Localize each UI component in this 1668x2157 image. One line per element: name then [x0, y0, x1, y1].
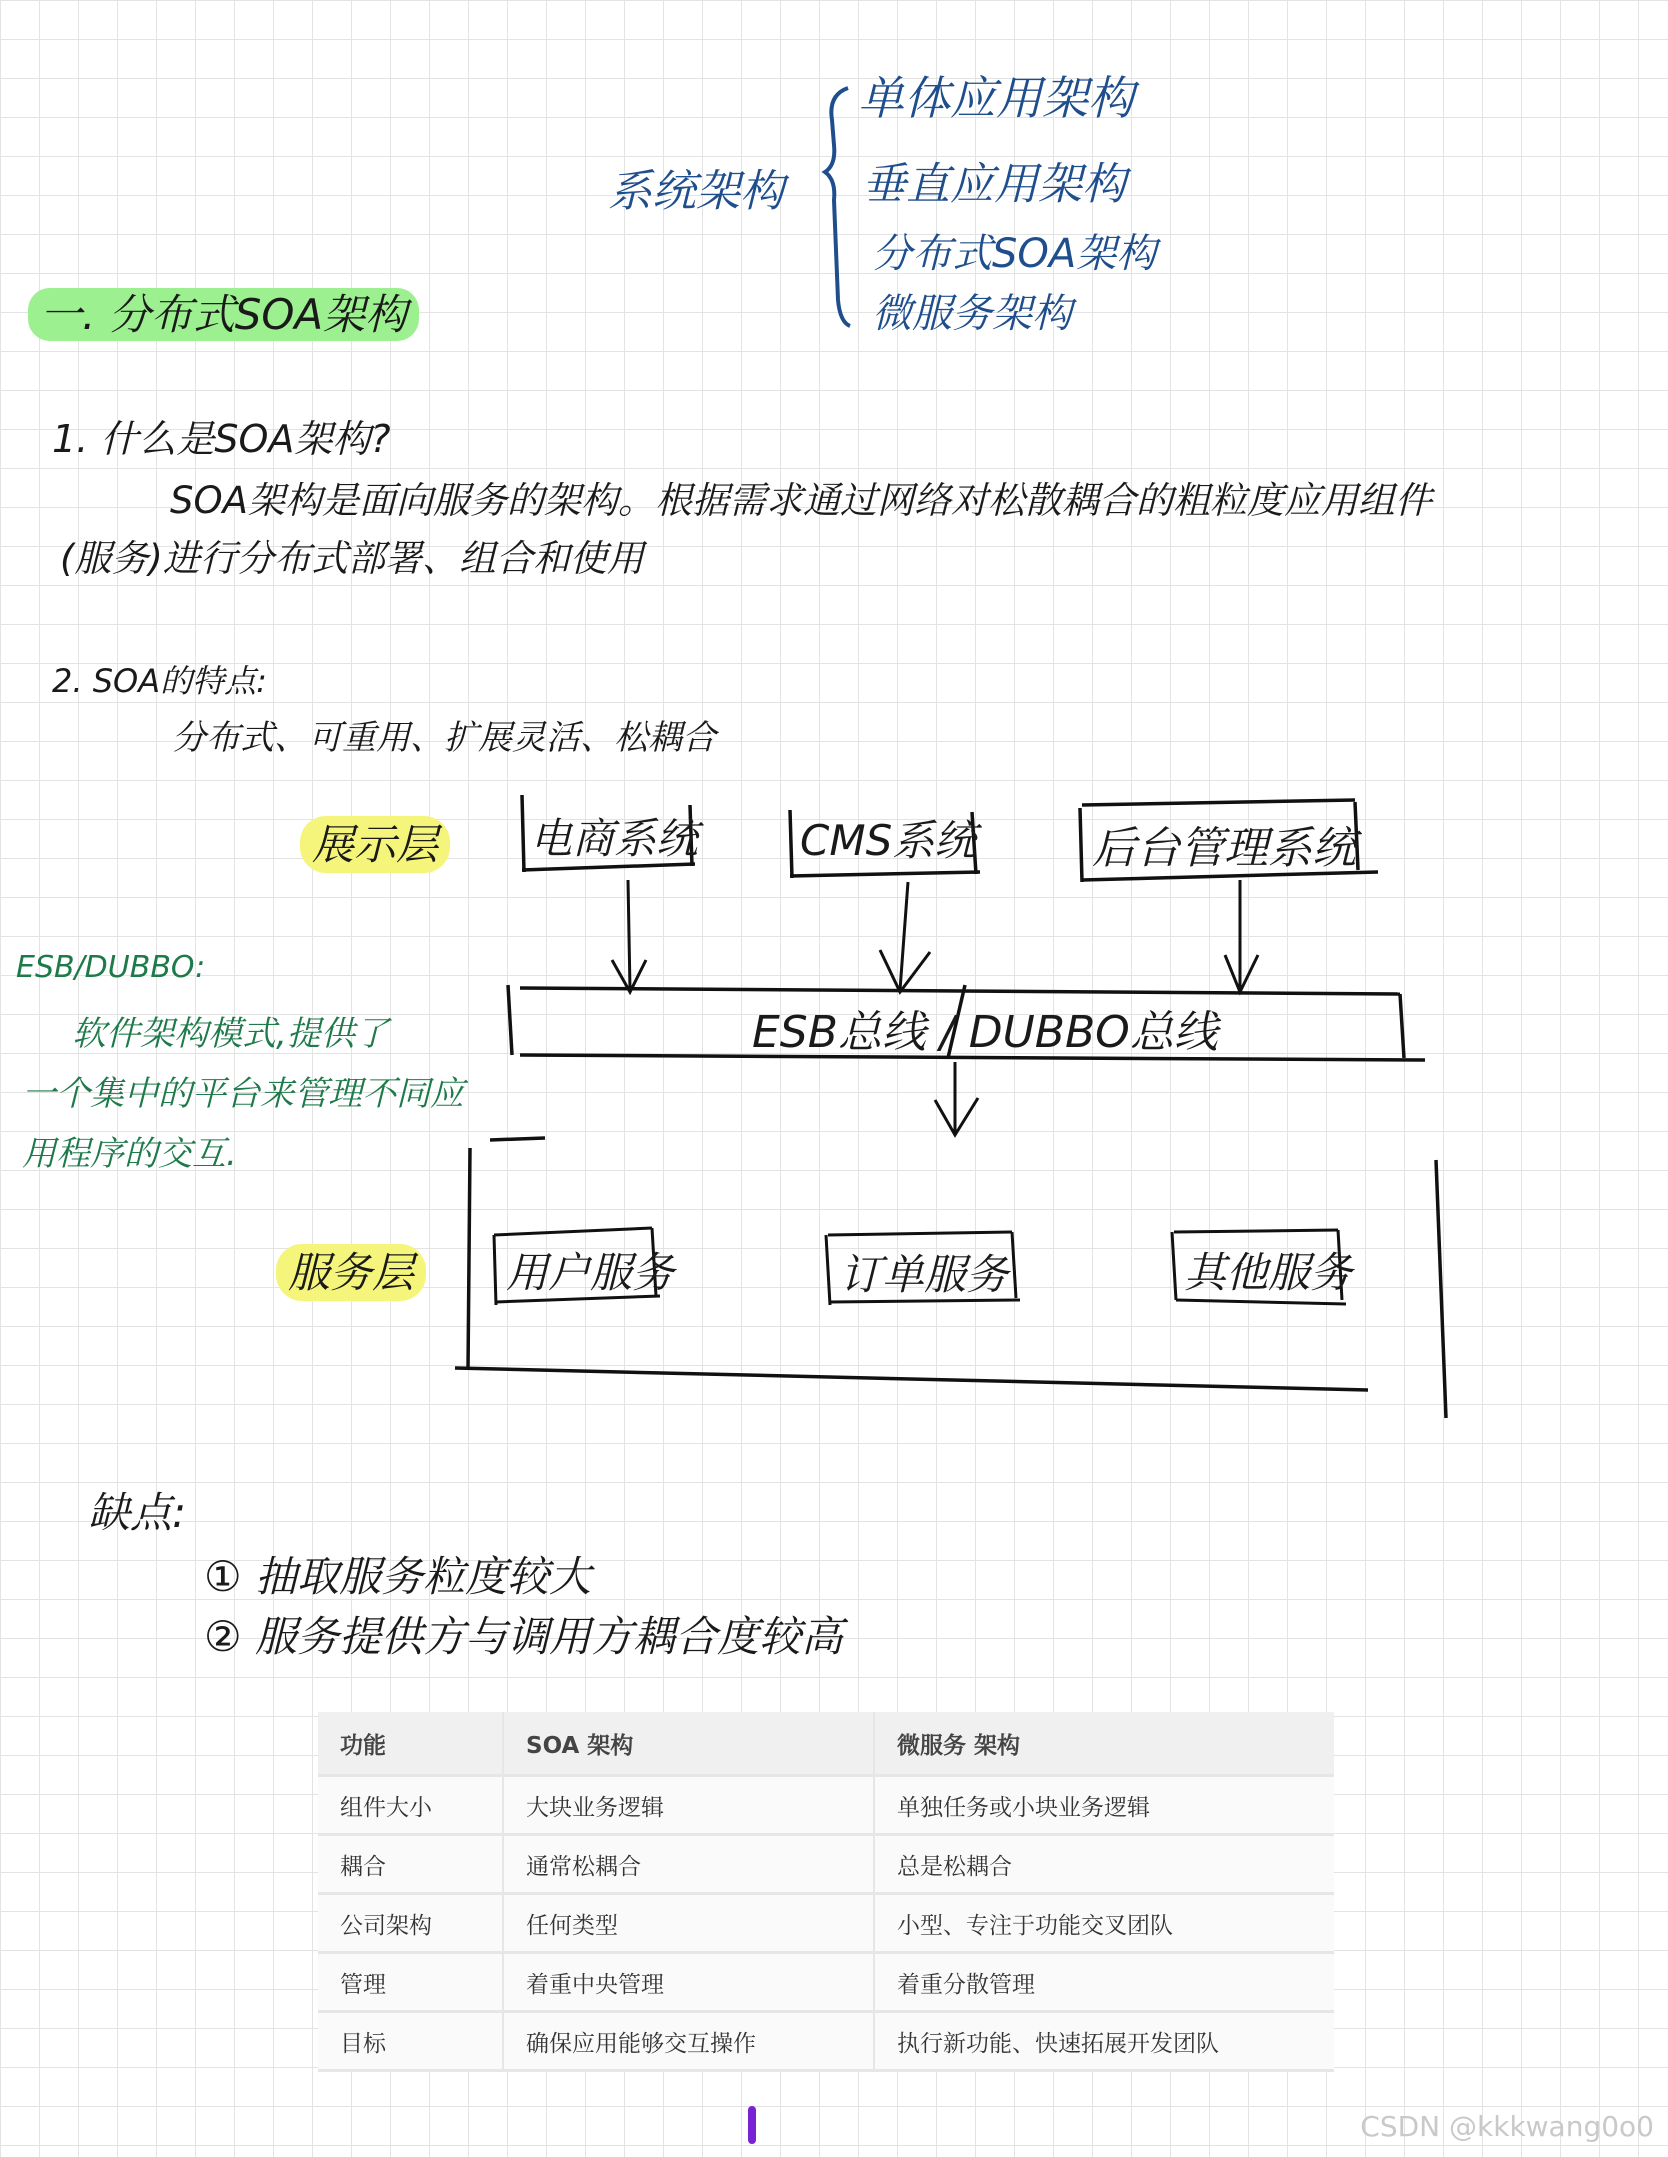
arrow-cms-to-bus	[880, 882, 930, 992]
mindmap-item-vertical: 垂直应用架构	[862, 159, 1126, 210]
table-header-row	[318, 1712, 1334, 1776]
table-row	[318, 1894, 1334, 1953]
esb-note-line3: 用程序的交互.	[22, 1134, 237, 1174]
drawback-1: ① 抽取服务粒度较大	[204, 1552, 592, 1601]
table-cell: 任何类型	[503, 1894, 874, 1953]
table-cell: 确保应用能够交互操作	[503, 2012, 874, 2071]
header-feature: 功能	[318, 1712, 503, 1776]
table-cell: 管理	[318, 1953, 503, 2012]
arrow-ecommerce-to-bus	[612, 880, 646, 992]
table-cell: 着重中央管理	[503, 1953, 874, 2012]
table-cell: 大块业务逻辑	[503, 1776, 874, 1835]
table-row	[318, 1776, 1334, 1835]
table-cell: 组件大小	[318, 1776, 503, 1835]
service-layer-label: 服务层	[276, 1240, 426, 1300]
bus-label: ESB总线 / DUBBO总线	[752, 1007, 1218, 1058]
mindmap-item-microservice: 微服务架构	[872, 291, 1072, 337]
system-label-cms: CMS系统	[800, 816, 977, 865]
table-row	[318, 2012, 1334, 2071]
section-title	[28, 282, 419, 342]
table-cell: 着重分散管理	[874, 1953, 1334, 2012]
table-cell: 总是松耦合	[874, 1835, 1334, 1894]
arrow-admin-to-bus	[1225, 880, 1258, 992]
service-label-order: 订单服务	[840, 1250, 1009, 1299]
system-label-admin: 后台管理系统	[1092, 823, 1356, 874]
esb-note-title: ESB/DUBBO:	[16, 950, 206, 985]
header-soa: SOA 架构	[503, 1712, 874, 1776]
csdn-watermark: CSDN @kkkwang0o0	[1360, 2110, 1654, 2143]
section-title-text: 一. 分布式SOA架构	[28, 288, 419, 341]
q1-line1: SOA架构是面向服务的架构。根据需求通过网络对松散耦合的粗粒度应用组件	[170, 479, 1432, 522]
arrow-bus-to-services	[935, 1062, 978, 1135]
table-cell: 执行新功能、快速拓展开发团队	[874, 2012, 1334, 2071]
table-cell: 单独任务或小块业务逻辑	[874, 1776, 1334, 1835]
mindmap-root: 系统架构	[608, 166, 784, 217]
drawback-2: ② 服务提供方与调用方耦合度较高	[204, 1612, 844, 1661]
q1-heading: 1. 什么是SOA架构?	[52, 417, 391, 461]
header-microservice: 微服务 架构	[874, 1712, 1334, 1776]
table-row	[318, 1953, 1334, 2012]
service-label-user: 用户服务	[506, 1248, 675, 1297]
esb-note-line2: 一个集中的平台来管理不同应	[22, 1074, 464, 1114]
service-label-other: 其他服务	[1184, 1248, 1353, 1297]
table-cell: 目标	[318, 2012, 503, 2071]
table-row	[318, 1835, 1334, 1894]
esb-note-line1: 软件架构模式,提供了	[72, 1014, 389, 1054]
mindmap-item-soa: 分布式SOA架构	[872, 231, 1157, 277]
table-cell: 小型、专注于功能交叉团队	[874, 1894, 1334, 1953]
q1-line2: (服务)进行分布式部署、组合和使用	[60, 537, 644, 580]
drawbacks-title: 缺点:	[88, 1488, 187, 1537]
table-cell: 耦合	[318, 1835, 503, 1894]
comparison-table	[318, 1712, 1334, 2072]
mindmap-item-monolith: 单体应用架构	[858, 71, 1134, 125]
system-label-ecommerce: 电商系统	[530, 814, 699, 863]
table-cell: 公司架构	[318, 1894, 503, 1953]
mindmap-brace	[825, 88, 850, 326]
table-cell: 通常松耦合	[503, 1835, 874, 1894]
q2-body: 分布式、可重用、扩展灵活、松耦合	[172, 718, 716, 758]
q2-heading: 2. SOA的特点:	[52, 662, 267, 700]
presentation-layer-label: 展示层	[300, 812, 450, 872]
